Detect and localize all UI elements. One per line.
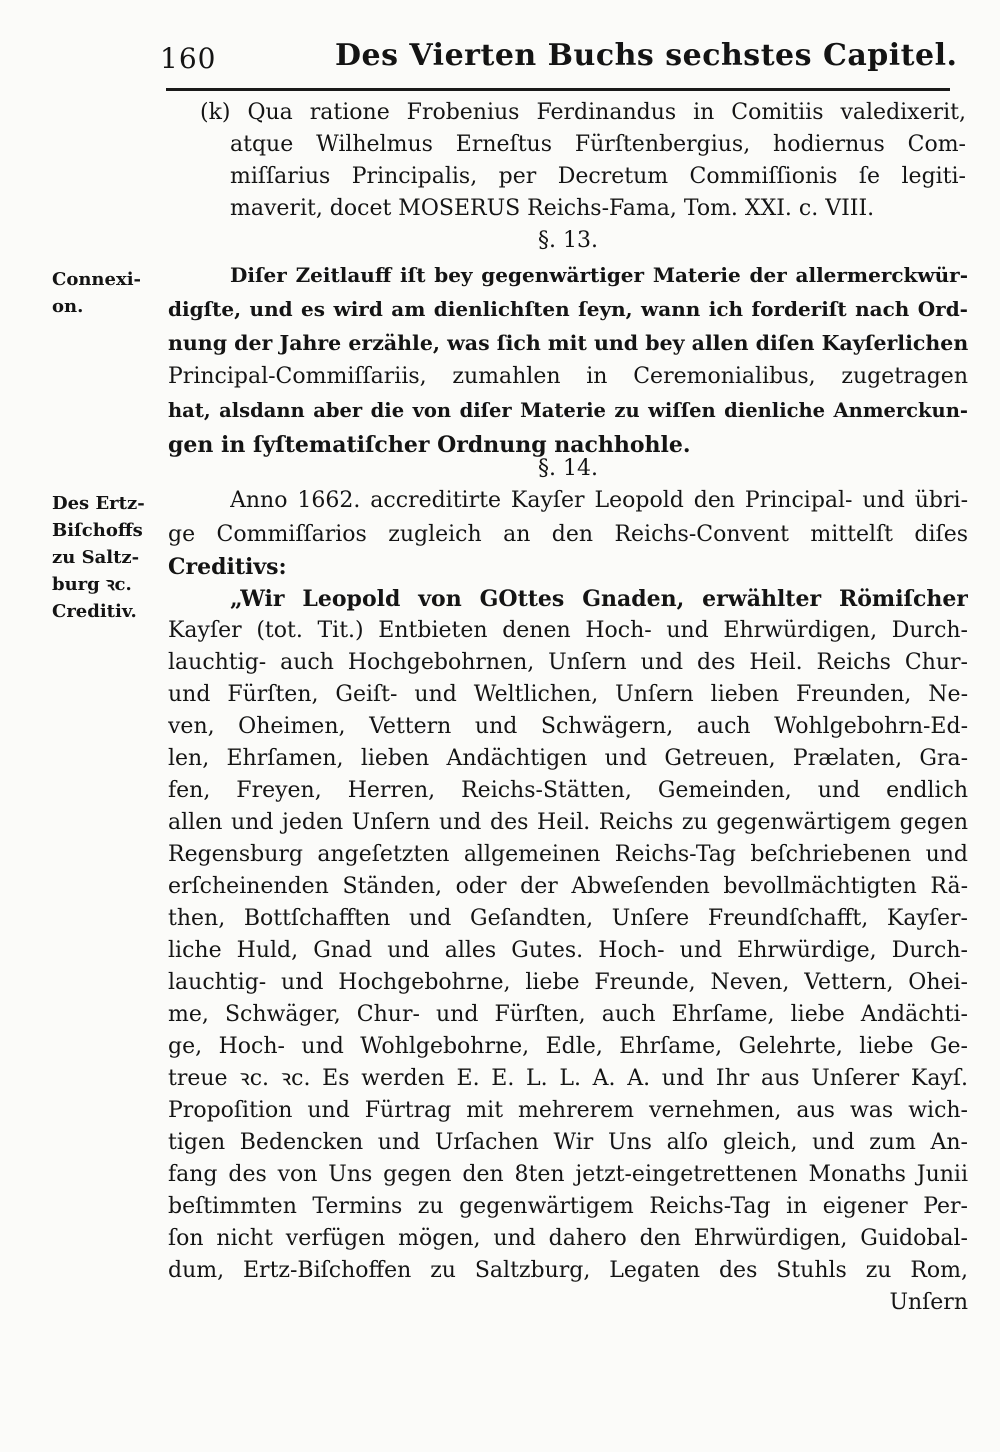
text-line: digſte, und es wird am dienlichſten ſeyn, wann ich forderiſt nach Ord- [168,297,968,321]
text-line: dum, Ertz-Biſchoffen zu Saltzburg, Legaten des Stuhls zu Rom, [168,1258,968,1283]
text-line: len, Ehrſamen, lieben Andächtigen und Getreuen, Prælaten, Gra- [168,746,968,771]
text-line: lauchtig- und Hochgebohrne, liebe Freunde, Neven, Vettern, Ohei- [168,970,968,995]
text-line: und Fürſten, Geiſt- und Weltlichen, Unſern lieben Freunden, Ne- [168,682,968,707]
margin-note-connexion [52,266,157,320]
text-line: nung der Jahre erzähle, was ſich mit und bey allen diſen Kayſerlichen [168,331,968,355]
margin-note-line: zu Saltz- [52,547,140,568]
margin-note-line: Creditiv. [52,601,137,622]
text-line: me, Schwäger, Chur- und Fürſten, auch Ehrſame, liebe Andächti- [168,1002,968,1027]
margin-note-creditiv [52,490,157,625]
text-line: beſtimmten Termins zu gegenwärtigem Reichs-Tag in eigener Per- [168,1194,968,1219]
text-line: ge Commiſſarios zugleich an den Reichs-Convent mittelſt diſes [168,522,968,547]
text-line: erſcheinenden Ständen, oder der Abweſenden bevollmächtigten Rä- [168,874,968,899]
footnote-line: miſſarius Principalis, per Decretum Commiſſionis ſe legiti- [230,164,966,189]
margin-note-line: burg ꝛc. [52,574,132,595]
text-line: liche Huld, Gnad und alles Gutes. Hoch- und Ehrwürdige, Durch- [168,938,968,963]
margin-note-line: Biſchoffs [52,520,143,541]
text-line: fang des von Uns gegen den 8ten jetzt-eingetrettenen Monaths Junii [168,1162,968,1187]
header-rule [166,88,950,91]
page-header [160,36,960,82]
margin-note-line: on. [52,296,84,317]
text-line: then, Bottſchafften und Geſandten, Unſere Freundſchafft, Kayſer- [168,906,968,931]
text-line: fen, Freyen, Herren, Reichs-Stätten, Gemeinden, und endlich [168,778,968,803]
text-line: tigen Bedencken und Urſachen Wir Uns alſo gleich, und zum An- [168,1130,968,1155]
text-line: ven, Oheimen, Vettern und Schwägern, auch Wohlgebohrn-Ed- [168,714,968,739]
text-line: Propoſition und Fürtrag mit mehrerem vernehmen, aus was wich- [168,1098,968,1123]
text-line: Kayſer (tot. Tit.) Entbieten denen Hoch- und Ehrwürdigen, Durch- [168,618,968,643]
footnote-line: atque Wilhelmus Erneſtus Fürſtenbergius, hodiernus Com- [230,132,966,157]
footnote-line: maverit, docet MOSERUS Reichs-Fama, Tom. XXI. c. VIII. [230,196,875,221]
margin-note-line: Des Ertz- [52,493,145,514]
text-line: allen und jeden Unſern und des Heil. Reichs zu gegenwärtigem gegen [168,810,968,835]
text-line: „Wir Leopold von GOttes Gnaden, erwählter Römiſcher [230,586,968,612]
text-line: Principal-Commiſſariis, zumahlen in Ceremonialibus, zugetragen [168,364,968,389]
text-line: hat, alsdann aber die von diſer Materie zu wiſſen dienliche Anmerckun- [168,399,968,422]
text-line: Diſer Zeitlauff iſt bey gegenwärtiger Materie der allermerckwür- [230,263,968,287]
catchword: Unſern [889,1290,968,1315]
margin-note-line: Connexi- [52,269,141,290]
section-14-heading: §. 14. [538,456,598,481]
text-line: Anno 1662. accreditirte Kayſer Leopold den Principal- und übri- [230,488,968,513]
text-line: Regensburg angeſetzten allgemeinen Reichs-Tag beſchriebenen und [168,842,968,867]
footnote-line: (k) Qua ratione Frobenius Ferdinandus in Comitiis valedixerit, [200,100,966,125]
text-line: gen in ſyſtematiſcher Ordnung nachhohle. [168,432,691,458]
text-line: ſon nicht verfügen mögen, und dahero den Ehrwürdigen, Guidobal- [168,1226,968,1251]
section-13-heading: §. 13. [538,228,598,253]
running-head: Des Vierten Buchs sechstes Capitel. [335,38,958,73]
text-line: lauchtig- auch Hochgebohrnen, Unſern und des Heil. Reichs Chur- [168,650,968,675]
text-line: ge, Hoch- und Wohlgebohrne, Edle, Ehrſame, Gelehrte, liebe Ge- [168,1034,968,1059]
page-number: 160 [160,42,217,75]
text-line: treue ꝛc. ꝛc. Es werden E. E. L. L. A. A. und Ihr aus Unſerer Kayſ. [168,1066,968,1091]
text-line: Creditivs: [168,554,287,580]
